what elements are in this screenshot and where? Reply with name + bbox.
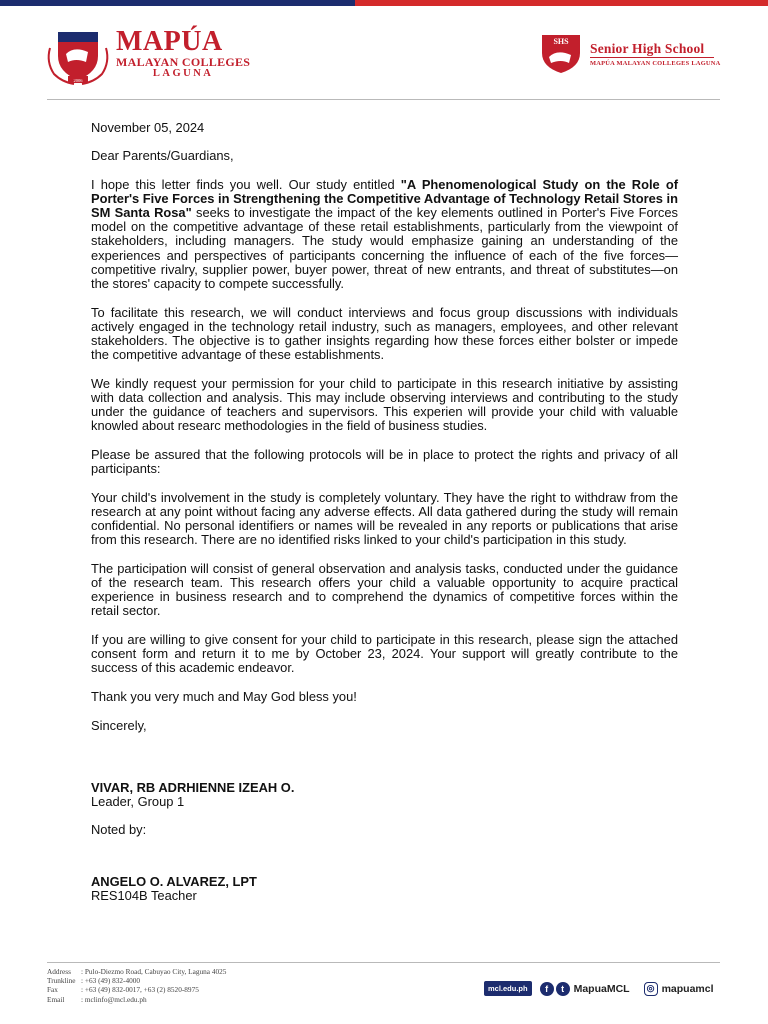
shs-crest-icon — [538, 33, 584, 75]
letter-body — [91, 121, 678, 918]
footer-social — [484, 981, 728, 996]
study-title: "A Phenomenological Study on the Role of Porter's Five Forces in Strengthening the Competitive Advantage of Technology Retail Stores in SM Santa Rosa" — [91, 176, 678, 221]
paragraph-4: Please be assured that the following protocols will be in place to protect the rights and privacy of all participants: — [91, 446, 678, 476]
mapua-crest-icon — [44, 28, 112, 86]
paragraph-3: We kindly request your permission for your child to participate in this research initiative by assisting with data collection and analysis. This may include observing interviews and contributing to the study under the guidance of teachers and supervisors. This experien will provide your child with valuable knowled about researc methodologies in the field of business studies. — [91, 375, 678, 434]
paragraph-6: The participation will consist of general observation and analysis tasks, conducted under the guidance of the research team. This research offers your child a valuable opportunity to acquire practical experience in business research and to comprehend the dynamics of competitive forces within the retail sector. — [91, 560, 678, 619]
brand-name: MAPÚA — [116, 26, 223, 57]
shs-title: Senior High School — [590, 40, 705, 56]
signer-2-name: ANGELO O. ALVAREZ, LPT — [91, 874, 257, 890]
website-link[interactable]: mcl.edu.ph — [484, 981, 532, 996]
salutation: Dear Parents/Guardians, — [91, 148, 234, 164]
footer-trunkline: Trunkline : +63 (49) 832-4000 — [47, 976, 141, 986]
signer-1-role: Leader, Group 1 — [91, 793, 185, 809]
mapua-logo — [44, 28, 250, 86]
signer-2 — [91, 875, 678, 903]
paragraph-7: If you are willing to give consent for your child to participate in this research, please sign the attached consent form and return it to me by October 23, 2024. Your support will greatly contribute to the success of this academic endeavor. — [91, 631, 678, 676]
footer-divider — [47, 962, 720, 963]
shs-text — [590, 41, 721, 68]
shs-subtitle: MAPÚA MALAYAN COLLEGES LAGUNA — [590, 59, 721, 67]
footer-email: Email : mclinfo@mcl.edu.ph — [47, 994, 147, 1004]
paragraph-5: Your child's involvement in the study is completely voluntary. They have the right to withdraw from the research at any point without facing any adverse effects. All data gathered during the study will remain confidential. No personal identifiers or names will be revealed in any reports or publications that arise from this research. There are no identified risks linked to your child's participation in this study. — [91, 489, 678, 548]
p1-intro: I hope this letter finds you well. Our study entitled — [91, 176, 401, 192]
paragraph-1 — [91, 178, 678, 291]
letter-date: November 05, 2024 — [91, 120, 205, 135]
instagram-icon[interactable]: ◎ — [644, 982, 658, 996]
twitter-icon[interactable]: t — [556, 982, 570, 996]
letterhead — [0, 6, 768, 101]
svg-text:2006: 2006 — [73, 78, 83, 83]
social-handle[interactable]: MapuaMCL — [573, 982, 630, 995]
shs-divider — [590, 57, 714, 58]
brand-text — [116, 28, 250, 80]
footer-address: Address : Pulo-Diezmo Road, Cabuyao City, Laguna 4025 — [47, 967, 227, 976]
footer-contact — [47, 967, 226, 1004]
paragraph-2: To facilitate this research, we will conduct interviews and focus group discussions with individuals actively engaged in the technology retail industry, such as managers, employees, and other relevant stakeholders. The objective is to gather insights regarding how these forces either bolster or impede the competitive advantage of these establishments. — [91, 304, 678, 363]
svg-text:SHS: SHS — [553, 37, 569, 46]
shs-logo — [538, 33, 721, 75]
brand-subtitle: MALAYAN COLLEGES — [116, 55, 251, 69]
closing: Sincerely, — [91, 717, 147, 733]
instagram-handle[interactable]: mapuamcl — [661, 982, 714, 995]
paragraph-8: Thank you very much and May God bless you! — [91, 688, 357, 704]
p1-rest: seeks to investigate the impact of the key elements outlined in Porter's Five Forces model on the competitive advantage of these retail establishments, particularly from the viewpoint of stakeholders, including managers. The study would emphasize gaining an understanding of the experiences and perspectives of participants concerning the influence of each of the five forces—competitive rivalry, supplier power, buyer power, threat of new entrants, and threat of substitutes—on the stores' capacity to compete successfully. — [91, 205, 678, 291]
footer-fax: Fax : +63 (49) 832-0017, +63 (2) 8520-8975 — [47, 985, 199, 995]
brand-location: LAGUNA — [152, 68, 214, 79]
signer-1 — [91, 781, 678, 809]
signer-1-name: VIVAR, RB ADRHIENNE IZEAH O. — [91, 779, 295, 795]
facebook-icon[interactable]: f — [540, 982, 554, 996]
header-divider — [47, 99, 720, 100]
noted-by: Noted by: — [91, 822, 147, 838]
signer-2-role: RES104B Teacher — [91, 888, 197, 904]
